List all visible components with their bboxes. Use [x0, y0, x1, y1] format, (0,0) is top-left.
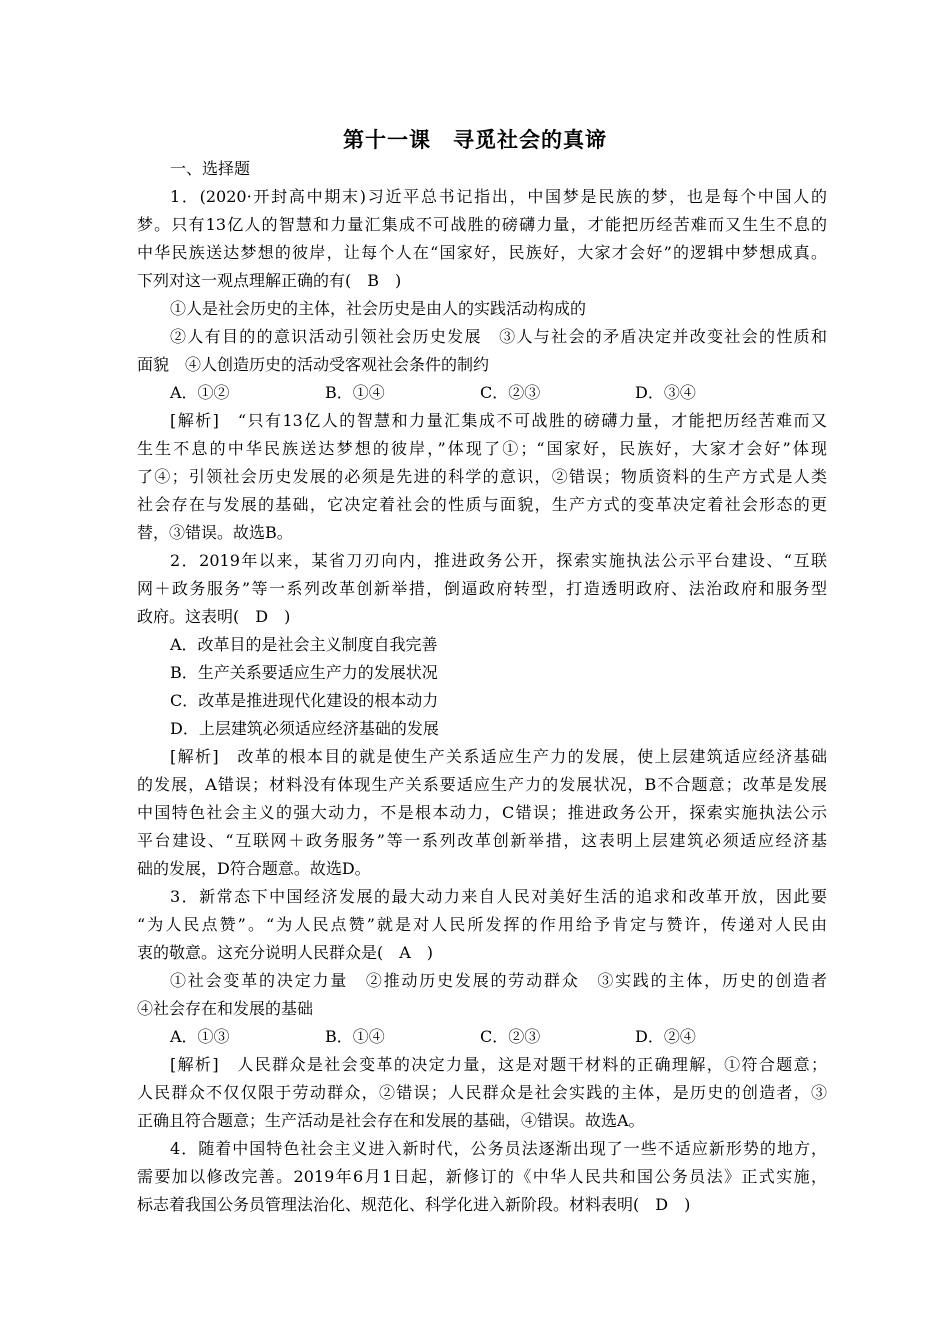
question-1-analysis: 了④；引领社会历史发展的必须是先进的科学的意识，②错误；物质资料的生产方式是人类 — [137, 467, 827, 486]
question-3-text: “为人民点赞”。“为人民点赞”就是对人民所发挥的作用给予肯定与赞许，传递对人民由 — [137, 915, 827, 934]
question-1-options — [170, 382, 827, 404]
option-d: D．上层建筑必须适应经济基础的发展 — [170, 719, 439, 738]
option-c: C．②③ — [480, 1027, 541, 1046]
question-2-analysis: [解析] 改革的根本目的就是使生产关系适应生产力的发展，使上层建筑适应经济基础 — [170, 747, 827, 766]
question-2-analysis: 础的发展，D符合题意。故选D。 — [137, 859, 371, 878]
question-1-text: 梦。只有13亿人的智慧和力量汇集成不可战胜的磅礴力量，才能把历经苦难而又生生不息的 — [137, 215, 827, 234]
question-3-analysis: 正确且符合题意；生产活动是社会存在和发展的基础，④错误。故选A。 — [137, 1111, 645, 1130]
question-4-text: 需要加以修改完善。2019年6月1日起，新修订的《中华人民共和国公务员法》正式实施， — [137, 1167, 827, 1186]
question-1-analysis: 社会存在与发展的基础，它决定着社会的性质与面貌，生产方式的变革决定着社会形态的更 — [137, 495, 827, 514]
option-a: A．改革目的是社会主义制度自我完善 — [170, 635, 438, 654]
question-3-text: 衷的敬意。这充分说明人民群众是( A ) — [137, 943, 434, 962]
question-4-text: 标志着我国公务员管理法治化、规范化、科学化进入新阶段。材料表明( D ) — [137, 1195, 691, 1214]
question-1-text: 1．(2020·开封高中期末)习近平总书记指出，中国梦是民族的梦，也是每个中国人的 — [170, 187, 827, 206]
option-b: B．生产关系要适应生产力的发展状况 — [170, 663, 438, 682]
section-heading: 一、选择题 — [170, 159, 251, 178]
question-1-text: 下列对这一观点理解正确的有( B ) — [137, 271, 402, 290]
question-3-analysis: [解析] 人民群众是社会变革的决定力量，这是对题干材料的正确理解，①符合题意； — [170, 1055, 827, 1074]
question-3-statement: ①社会变革的决定力量 ②推动历史发展的劳动群众 ③实践的主体，历史的创造者 — [170, 971, 827, 990]
question-1-analysis: 替，③错误。故选B。 — [137, 523, 293, 542]
question-1-analysis: [解析] “只有13亿人的智慧和力量汇集成不可战胜的磅礴力量，才能把历经苦难而又 — [170, 411, 827, 430]
option-d: D．③④ — [635, 383, 696, 402]
question-4-text: 4．随着中国特色社会主义进入新时代，公务员法逐渐出现了一些不适应新形势的地方， — [170, 1139, 827, 1158]
page-title: 第十一课 寻觅社会的真谛 — [343, 128, 607, 152]
option-b: B．①④ — [325, 383, 385, 402]
question-2-text: 2．2019年以来，某省刀刃向内，推进政务公开，探索实施执法公示平台建设、“互联 — [170, 551, 827, 570]
question-2-text: 政府。这表明( D ) — [137, 607, 291, 626]
question-3-text: 3．新常态下中国经济发展的最大动力来自人民对美好生活的追求和改革开放，因此要 — [170, 887, 827, 906]
question-2-analysis: 的发展，A错误；材料没有体现生产关系要适应生产力的发展状况，B不合题意；改革是发展 — [137, 775, 827, 794]
option-d: D．②④ — [635, 1027, 696, 1046]
question-1-statement: 面貌 ④人创造历史的活动受客观社会条件的制约 — [137, 355, 490, 374]
option-c: C．②③ — [480, 383, 541, 402]
question-2-text: 网＋政务服务”等一系列改革创新举措，倒逼政府转型，打造透明政府、法治政府和服务型 — [137, 579, 827, 598]
option-a: A．①② — [170, 383, 230, 402]
question-3-statement: ④社会存在和发展的基础 — [137, 999, 314, 1018]
question-2-analysis: 中国特色社会主义的强大动力，不是根本动力，C错误；推进政务公开，探索实施执法公示 — [137, 803, 827, 822]
question-1-text: 中华民族送达梦想的彼岸，让每个人在“国家好，民族好，大家才会好”的逻辑中梦想成真。 — [137, 243, 827, 262]
question-3-analysis: 人民群众不仅仅限于劳动群众，②错误；人民群众是社会实践的主体，是历史的创造者，③ — [137, 1083, 827, 1102]
option-b: B．①④ — [325, 1027, 385, 1046]
question-1-statement: ②人有目的的意识活动引领社会历史发展 ③人与社会的矛盾决定并改变社会的性质和 — [170, 327, 827, 346]
question-2-analysis: 平台建设、“互联网＋政务服务”等一系列改革创新举措，这表明上层建筑必须适应经济基 — [137, 831, 827, 850]
option-a: A．①③ — [170, 1027, 230, 1046]
question-3-options — [170, 1026, 827, 1048]
option-c: C．改革是推进现代化建设的根本动力 — [170, 691, 439, 710]
question-1-analysis: 生生不息的中华民族送达梦想的彼岸，”体现了①；“国家好，民族好，大家才会好”体现 — [137, 439, 827, 458]
question-1-statement: ①人是社会历史的主体，社会历史是由人的实践活动构成的 — [170, 299, 587, 318]
